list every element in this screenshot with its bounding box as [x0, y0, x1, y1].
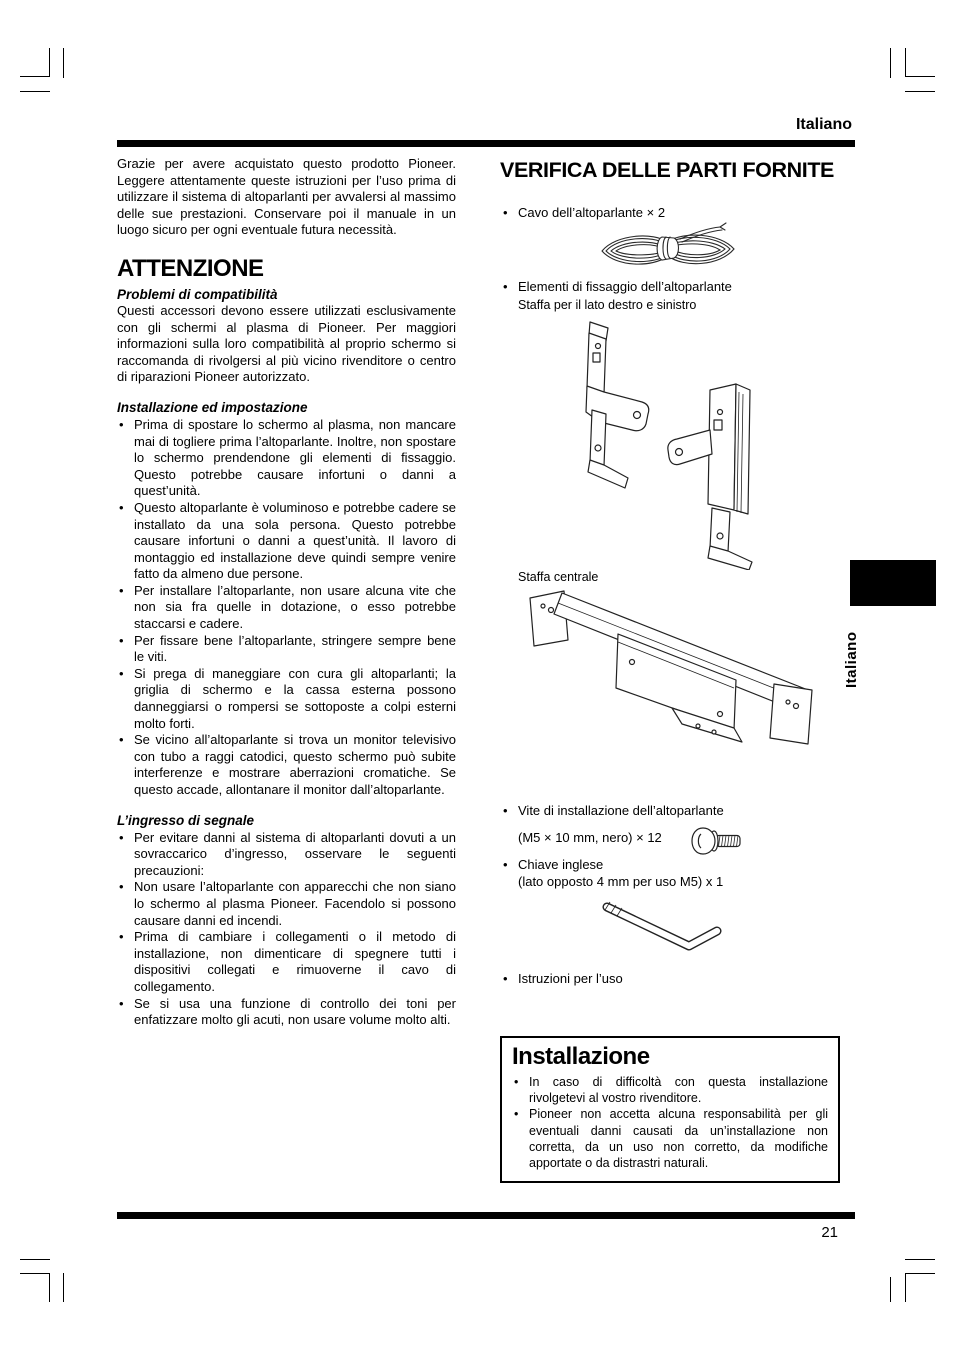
- screw-illustration: [690, 826, 746, 856]
- bullet-item: • Prima di cambiare i collegamenti o il metodo di installazione, non dimenticare di spegnere tutti i dispositivi collegati e rimuoverne il cavo di collegamento.: [117, 929, 456, 995]
- cable-item: • Cavo dell’altoparlante × 2: [500, 204, 665, 221]
- screw-item: • Vite di installazione dell’altoparlante: [500, 802, 724, 819]
- install-heading: Installazione ed impostazione: [117, 399, 308, 415]
- intro-paragraph: Grazie per avere acquistato questo prodotto Pioneer. Leggere attentamente queste istruzioni per l’uso prima di utilizzare il sistema di altoparlanti per avvalersi al massimo delle sue prestazioni. Conservare poi il manuale in un luogo sicuro per ogni eventuale futura necessità.: [117, 156, 456, 238]
- bullet-item: • Prima di spostare lo schermo al plasma, non mancare mai di togliere prima l’altoparlante. Inoltre, non spostare lo schermo prendendone gli elementi di fissaggio. Questo potrebbe causare infortuni o danni a quest’unità.: [117, 417, 456, 500]
- bullet-item: • Per fissare bene l’altoparlante, stringere sempre bene le viti.: [117, 633, 456, 666]
- instructions-item: • Istruzioni per l’uso: [500, 970, 623, 987]
- parts-title: VERIFICA DELLE PARTI FORNITE: [500, 158, 834, 182]
- screw-icon: [690, 826, 746, 856]
- side-language-tab: [850, 560, 936, 606]
- bullet-item: • Non usare l’altoparlante con apparecchi che non siano lo schermo al plasma Pioneer. Facendolo si possono causare danni ed incendi.: [117, 879, 456, 929]
- bullet-item: • Si prega di maneggiare con cura gli altoparlanti; la griglia di schermo e la cassa esterna possono danneggiarsi o rompersi se sottoposte a colpi esterni molto forti.: [117, 666, 456, 732]
- signal-bullet-list: [117, 830, 456, 1029]
- compat-heading: Problemi di compatibilità: [117, 286, 278, 302]
- compat-paragraph: Questi accessori devono essere utilizzati esclusivamente con gli schermi al plasma di Pioneer. Per maggiori informazioni sulla loro compatibilità al proprio schermo si raccomanda di rivolgersi al più vicino rivenditore o centro di riparazioni Pioneer autorizzato.: [117, 302, 456, 385]
- wrench-spec: (lato opposto 4 mm per uso M5) x 1: [518, 874, 724, 889]
- bullet-item: • Se si usa una funzione di controllo dei toni per enfatizzare molto gli acuti, non usare volume molto alti.: [117, 996, 456, 1029]
- center-bracket-illustration: [522, 586, 819, 771]
- bullet-item: • Per evitare danni al sistema di altoparlanti dovuti a un sovraccarico d’ingresso, osservare le seguenti precauzioni:: [117, 830, 456, 880]
- signal-heading: L’ingresso di segnale: [117, 812, 255, 828]
- installation-bullet-list: [512, 1074, 828, 1171]
- installation-box-title: Installazione: [512, 1043, 650, 1070]
- left-column: [117, 156, 456, 1029]
- wrench-item: • Chiave inglese: [500, 856, 603, 873]
- installation-box: [500, 1036, 840, 1183]
- speaker-cable-illustration: [592, 222, 742, 272]
- bottom-rule: [117, 1212, 855, 1219]
- side-language-label: Italiano: [843, 631, 860, 688]
- bracket-center-caption: Staffa centrale: [518, 570, 599, 584]
- bullet-item: • Questo altoparlante è voluminoso e potrebbe cadere se installato da una sola persona. Questo potrebbe causare infortuni o danni a quest’unità. Il lavoro di montaggio ed installazione deve quindi sempre venire fatto da almeno due persone.: [117, 500, 456, 583]
- page-number: 21: [821, 1224, 838, 1241]
- hex-key-illustration: [598, 898, 726, 960]
- bullet-item: • In caso di difficoltà con questa installazione rivolgetevi al vostro rivenditore.: [512, 1074, 828, 1106]
- bullet-item: • Per installare l’altoparlante, non usare alcuna vite che non sia fra quelle in dotazione, o esso potrebbe staccarsi e cadere.: [117, 583, 456, 633]
- center-bracket-icon: [522, 586, 819, 771]
- attention-title: ATTENZIONE: [117, 254, 264, 282]
- hex-key-icon: [598, 898, 726, 960]
- top-rule: [117, 140, 855, 147]
- bracket-side-caption: Staffa per il lato destro e sinistro: [518, 298, 697, 312]
- install-bullet-list: [117, 417, 456, 799]
- fixing-item: • Elementi di fissaggio dell’altoparlante: [500, 278, 732, 295]
- side-brackets-icon: [552, 314, 757, 570]
- bullet-item: • Se vicino all’altoparlante si trova un monitor televisivo con tubo a raggi catodici, questo schermo può subite interferenze e mostrare aberrazioni cromatiche. Se questo accade, allontanare il monitor dall’altoparlante.: [117, 732, 456, 798]
- side-brackets-illustration: [552, 314, 757, 570]
- header-language-label: Italiano: [795, 116, 852, 133]
- speaker-cable-icon: [592, 222, 742, 272]
- bullet-item: • Pioneer non accetta alcuna responsabilità per gli eventuali danni causati da un’installazione non corretta, da un uso non corretto, da modifiche apportate o da distrastri naturali.: [512, 1106, 828, 1171]
- screw-spec: (M5 × 10 mm, nero) × 12: [518, 830, 662, 845]
